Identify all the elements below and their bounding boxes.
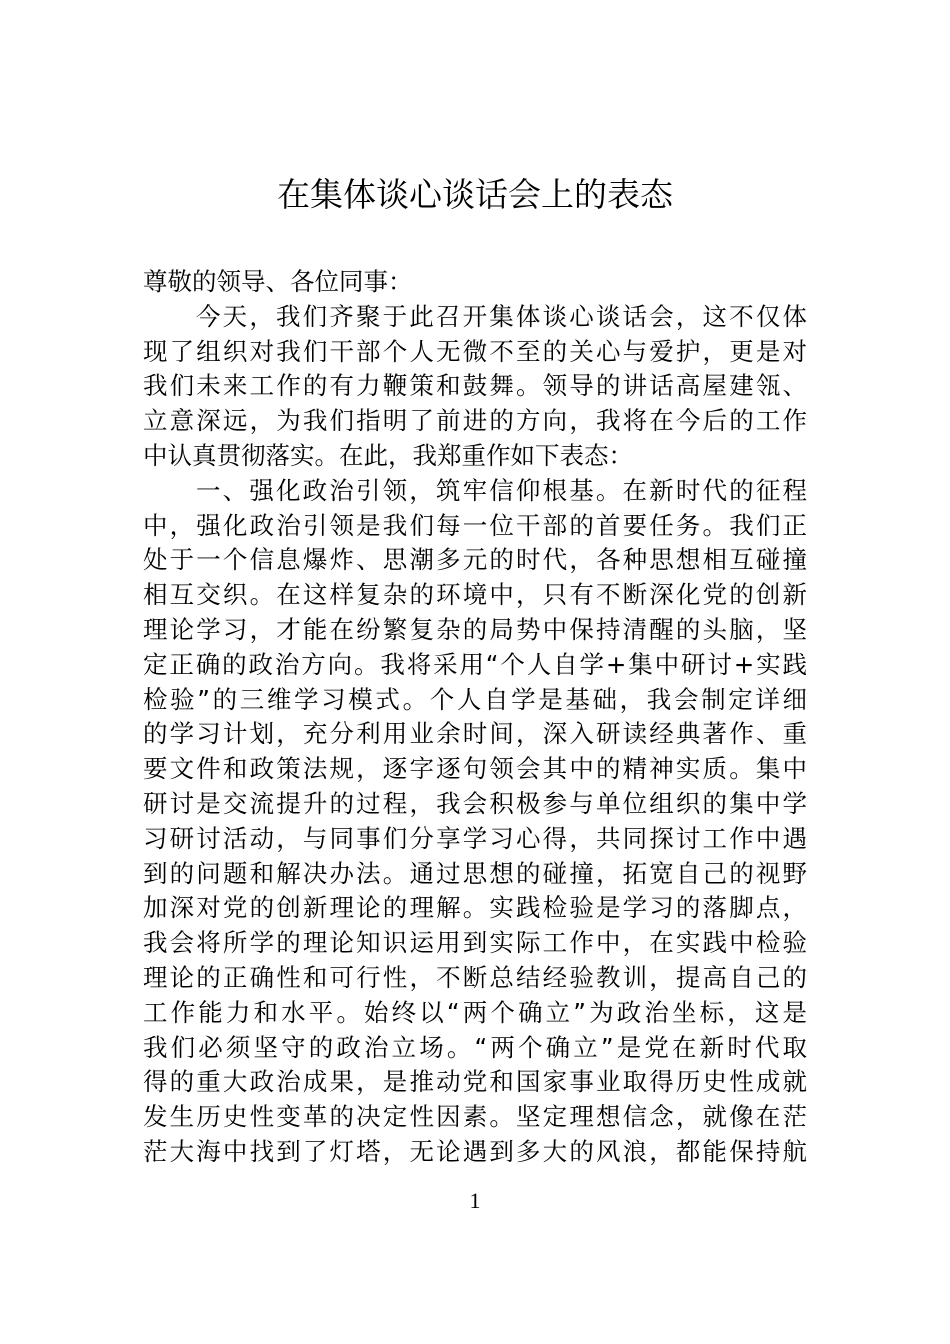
text-line: 得的重大政治成果，是推动党和国家事业取得历史性成就: [143, 1067, 807, 1097]
text-line: 我们未来工作的有力鞭策和鼓舞。领导的讲话高屋建瓴、: [143, 371, 807, 401]
text-line: 中，强化政治引领是我们每一位干部的首要任务。我们正: [143, 510, 807, 540]
text-line: 加深对党的创新理论的理解。实践检验是学习的落脚点，: [143, 893, 807, 923]
text-line: 要文件和政策法规，逐字逐句领会其中的精神实质。集中: [143, 754, 807, 784]
text-line: 定正确的政治方向。我将采用“个人自学+集中研讨+实践: [143, 649, 807, 679]
text-line: 的学习计划，充分利用业余时间，深入研读经典著作、重: [143, 719, 807, 749]
text-line: 立意深远，为我们指明了前进的方向，我将在今后的工作: [143, 406, 807, 436]
text-line: 我会将所学的理论知识运用到实际工作中，在实践中检验: [143, 928, 807, 958]
text-line: 习研讨活动，与同事们分享学习心得，共同探讨工作中遇: [143, 823, 807, 853]
paragraph: [143, 474, 807, 1170]
text-line: 中认真贯彻落实。在此，我郑重作如下表态：: [143, 440, 633, 470]
text-line: 我们必须坚守的政治立场。“两个确立”是党在新时代取: [143, 1032, 807, 1062]
text-line: 一、强化政治引领，筑牢信仰根基。在新时代的征程: [196, 475, 807, 505]
text-line: 研讨是交流提升的过程，我会积极参与单位组织的集中学: [143, 788, 807, 818]
document-title: 在集体谈心谈话会上的表态: [277, 175, 673, 214]
text-line: 工作能力和水平。始终以“两个确立”为政治坐标，这是: [143, 997, 807, 1027]
text-line: 尊敬的领导、各位同事：: [143, 267, 413, 296]
text-line: 发生历史性变革的决定性因素。坚定理想信念，就像在茫: [143, 1102, 807, 1132]
text-line: 理论的正确性和可行性，不断总结经验教训，提高自己的: [143, 962, 807, 992]
page-number: 1: [469, 1188, 481, 1213]
text-line: 现了组织对我们干部个人无微不至的关心与爱护，更是对: [143, 336, 807, 366]
text-line: 相互交织。在这样复杂的环境中，只有不断深化党的创新: [143, 580, 807, 610]
salutation: [143, 265, 807, 300]
text-line: 今天，我们齐聚于此召开集体谈心谈话会，这不仅体: [196, 301, 807, 331]
paragraph: [143, 300, 807, 474]
document-body: [143, 265, 807, 1170]
text-line: 处于一个信息爆炸、思潮多元的时代，各种思想相互碰撞: [143, 545, 807, 575]
text-line: 检验”的三维学习模式。个人自学是基础，我会制定详细: [143, 684, 807, 714]
text-line: 理论学习，才能在纷繁复杂的局势中保持清醒的头脑，坚: [143, 614, 807, 644]
text-line: 茫大海中找到了灯塔，无论遇到多大的风浪，都能保持航: [143, 1136, 807, 1166]
text-line: 到的问题和解决办法。通过思想的碰撞，拓宽自己的视野: [143, 858, 807, 888]
